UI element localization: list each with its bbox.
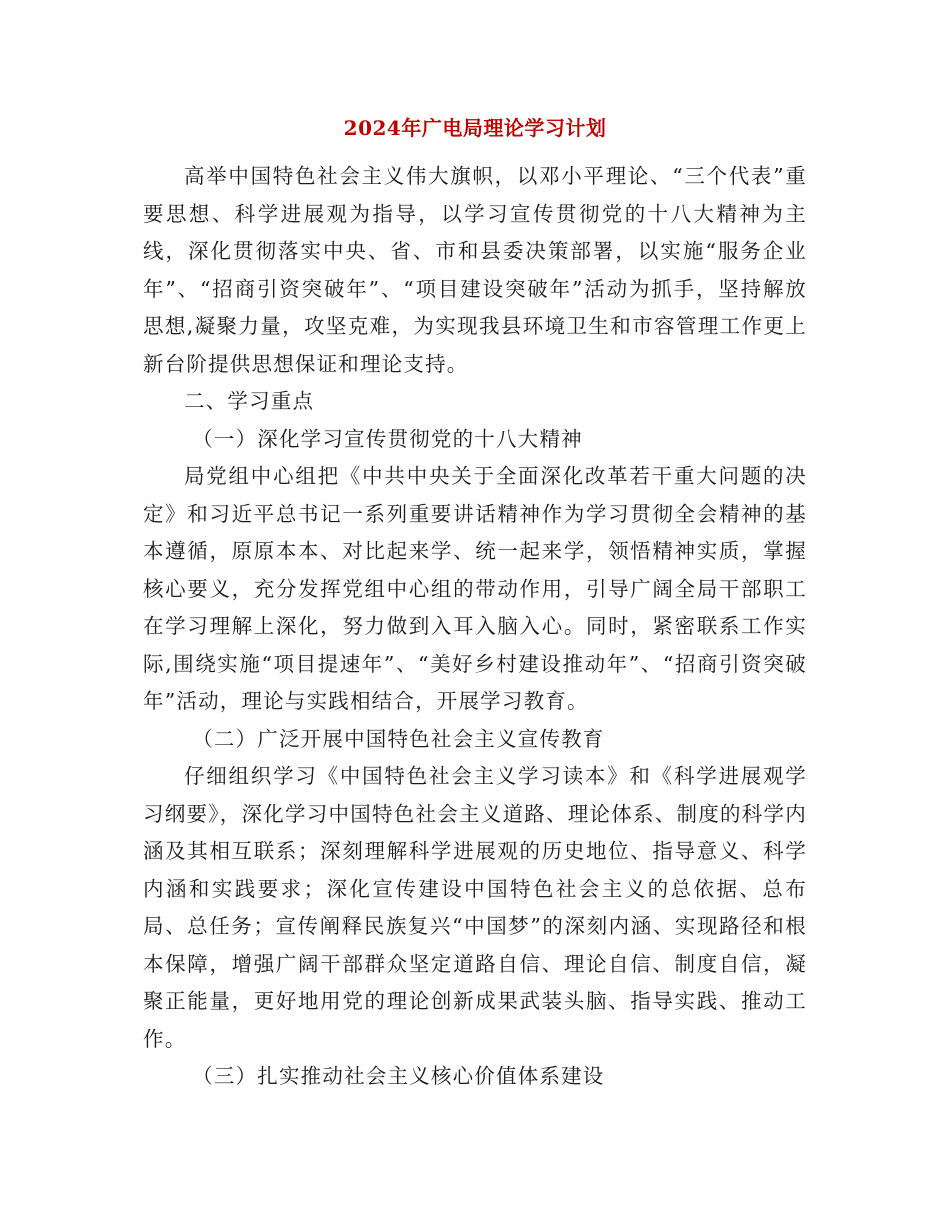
subsection-heading-1: （一）深化学习宣传贯彻党的十八大精神: [192, 426, 583, 451]
subsection-body-2: 仔细组织学习《中国特色社会主义学习读本》和《科学进展观学习纲要》，深化学习中国特色社会主义道路、理论体系、制度的科学内涵及其相互联系；深刻理解科学进展观的历史地位、指导意义、科学内涵和实践要求；深化宣传建设中国特色社会主义的总依据、总布局、总任务；宣传阐释民族复兴“中国梦”的深刻内涵、实现路径和根本保障，增强广阔干部群众坚定道路自信、理论自信、制度自信，凝聚正能量，更好地用党的理论创新成果武装头脑、指导实践、推动工作。: [143, 764, 807, 1051]
document-body: [143, 158, 807, 1096]
document-title: 2024年广电局理论学习计划: [343, 116, 607, 140]
subsection-heading-2: （二）广泛开展中国特色社会主义宣传教育: [192, 726, 605, 751]
subsection-heading-3: （三）扎实推动社会主义核心价值体系建设: [192, 1064, 605, 1088]
section-heading-study-focus: 二、学习重点: [184, 389, 315, 413]
subsection-body-1: 局党组中心组把《中共中央关于全面深化改革若干重大问题的决定》和习近平总书记一系列重要讲话精神作为学习贯彻全会精神的基本遵循，原原本本、对比起来学、统一起来学，领悟精神实质，掌握核心要义，充分发挥党组中心组的带动作用，引导广阔全局干部职工在学习理解上深化，努力做到入耳入脑入心。同时，紧密联系工作实际,围绕实施“项目提速年”、“美好乡村建设推动年”、“招商引资突破年”活动，理论与实践相结合，开展学习教育。: [143, 464, 807, 713]
intro-paragraph: 高举中国特色社会主义伟大旗帜，以邓小平理论、“三个代表”重要思想、科学进展观为指导，以学习宣传贯彻党的十八大精神为主线，深化贯彻落实中央、省、市和县委决策部署，以实施“服务企业年”、“招商引资突破年”、“项目建设突破年”活动为抓手，坚持解放思想,凝聚力量，攻坚克难，为实现我县环境卫生和市容管理工作更上新台阶提供思想保证和理论支持。: [143, 164, 807, 376]
